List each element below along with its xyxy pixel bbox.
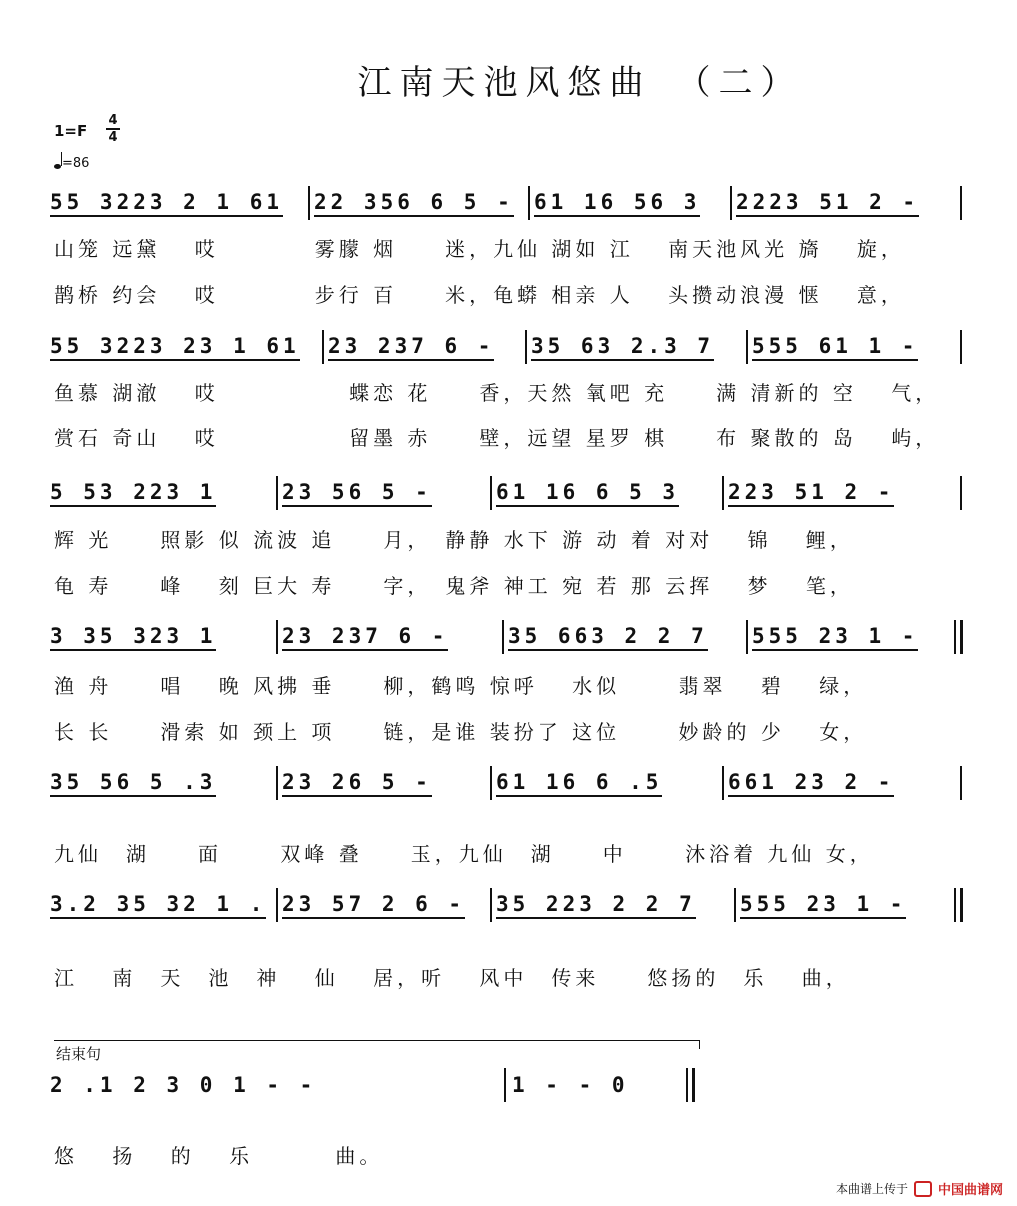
measure: 61 16 6 .5: [496, 766, 662, 800]
lyric-line: 江 南 天 池 神 仙 居，听 风中 传来 悠扬的 乐 曲，: [54, 966, 850, 990]
time-signature-top: 4: [108, 113, 118, 128]
measure: 61 16 56 3: [534, 186, 700, 220]
measure: 5 53 223 1: [50, 476, 216, 510]
music-line-3: [50, 476, 970, 514]
barline: [730, 186, 732, 220]
lyric-line: 山笼 远黛 哎 雾朦 烟 迷，九仙 湖如 江 南天池风光 旖 旋，: [54, 237, 905, 261]
ending-lyric: 悠 扬 的 乐 曲。: [54, 1144, 384, 1168]
barline: [490, 766, 492, 800]
lyric-line: 渔 舟 唱 晚 风拂 垂 柳，鹤鸣 惊呼 水似 翡翠 碧 绿，: [54, 674, 868, 698]
ending-music-line: [50, 1068, 970, 1106]
barline: [746, 330, 748, 364]
repeat-barline: [960, 620, 963, 654]
measure: 23 56 5 -: [282, 476, 432, 510]
barline: [746, 620, 748, 654]
score-title: 江南天池风悠曲 （二）: [357, 63, 803, 103]
measure: 1 - - 0: [512, 1072, 629, 1097]
measure: 55 3223 23 1 61: [50, 330, 300, 364]
measure: 23 237 6 -: [328, 330, 494, 364]
barline: [960, 766, 962, 800]
music-line-6: [50, 888, 970, 926]
measure: 555 61 1 -: [752, 330, 918, 364]
footer: [836, 1179, 1003, 1198]
music-line-1: [50, 186, 970, 224]
measure: 661 23 2 -: [728, 766, 894, 800]
barline: [528, 186, 530, 220]
barline: [734, 888, 736, 922]
measure: 23 57 2 6 -: [282, 888, 465, 922]
barline: [722, 766, 724, 800]
barline: [525, 330, 527, 364]
measure: 61 16 6 5 3: [496, 476, 679, 510]
measure: 22 356 6 5 -: [314, 186, 514, 220]
barline: [322, 330, 324, 364]
barline: [960, 186, 962, 220]
barline: [276, 766, 278, 800]
measure: 55 3223 2 1 61: [50, 186, 283, 220]
barline: [308, 186, 310, 220]
repeat-barline: [960, 888, 963, 922]
tempo-marking: [54, 156, 89, 171]
ending-label: 结束句: [56, 1045, 102, 1063]
lyric-line: 鹊桥 约会 哎 步行 百 米，龟蟒 相亲 人 头攒动浪漫 惬 意，: [54, 283, 905, 307]
measure: 2 .1 2 3 0 1 - -: [50, 1072, 317, 1097]
time-signature-bottom: 4: [108, 130, 118, 145]
barline: [504, 1068, 506, 1102]
music-line-4: [50, 620, 970, 658]
measure: 3 35 323 1: [50, 620, 216, 654]
barline: [490, 888, 492, 922]
lyric-line: 龟 寿 峰 刻 巨大 寿 字， 鬼斧 神工 宛 若 那 云挥 梦 笔，: [54, 574, 854, 598]
measure: 2223 51 2 -: [736, 186, 919, 220]
quarter-note-icon: [54, 164, 61, 169]
lyric-line: 鱼慕 湖澈 哎 蝶恋 花 香，天然 氧吧 充 满 清新的 空 气，: [54, 381, 940, 405]
measure: 35 223 2 2 7: [496, 888, 696, 922]
barline: [722, 476, 724, 510]
music-line-2: [50, 330, 970, 368]
measure: 3.2 35 32 1 .: [50, 888, 266, 922]
measure: 555 23 1 -: [740, 888, 906, 922]
measure: 35 663 2 2 7: [508, 620, 708, 654]
site-logo-icon: [914, 1181, 932, 1197]
barline: [276, 888, 278, 922]
measure: 23 26 5 -: [282, 766, 432, 800]
measure: 223 51 2 -: [728, 476, 894, 510]
lyric-line: 赏石 奇山 哎 留墨 赤 壁，远望 星罗 棋 布 聚散的 岛 屿，: [54, 426, 940, 450]
tempo-value: =86: [62, 156, 90, 171]
lyric-line: 辉 光 照影 似 流波 追 月， 静静 水下 游 动 着 对对 锦 鲤，: [54, 528, 854, 552]
final-barline: [692, 1068, 695, 1102]
lyric-line: 九仙 湖 面 双峰 叠 玉，九仙 湖 中 沐浴着 九仙 女，: [54, 842, 874, 866]
barline: [490, 476, 492, 510]
barline: [960, 330, 962, 364]
measure: 555 23 1 -: [752, 620, 918, 654]
measure: 23 237 6 -: [282, 620, 448, 654]
ending-bracket: [54, 1040, 700, 1049]
barline: [960, 476, 962, 510]
time-signature: [106, 114, 120, 144]
music-line-5: [50, 766, 970, 804]
footer-text: 本曲谱上传于: [835, 1182, 908, 1196]
lyric-line: 长 长 滑索 如 颈上 项 链，是谁 装扮了 这位 妙龄的 少 女，: [54, 720, 868, 744]
barline: [276, 476, 278, 510]
barline: [276, 620, 278, 654]
measure: 35 56 5 .3: [50, 766, 216, 800]
site-name-link[interactable]: 中国曲谱网: [937, 1183, 1003, 1198]
key-signature: 1=F: [54, 122, 88, 140]
measure: 35 63 2.3 7: [531, 330, 714, 364]
barline: [502, 620, 504, 654]
